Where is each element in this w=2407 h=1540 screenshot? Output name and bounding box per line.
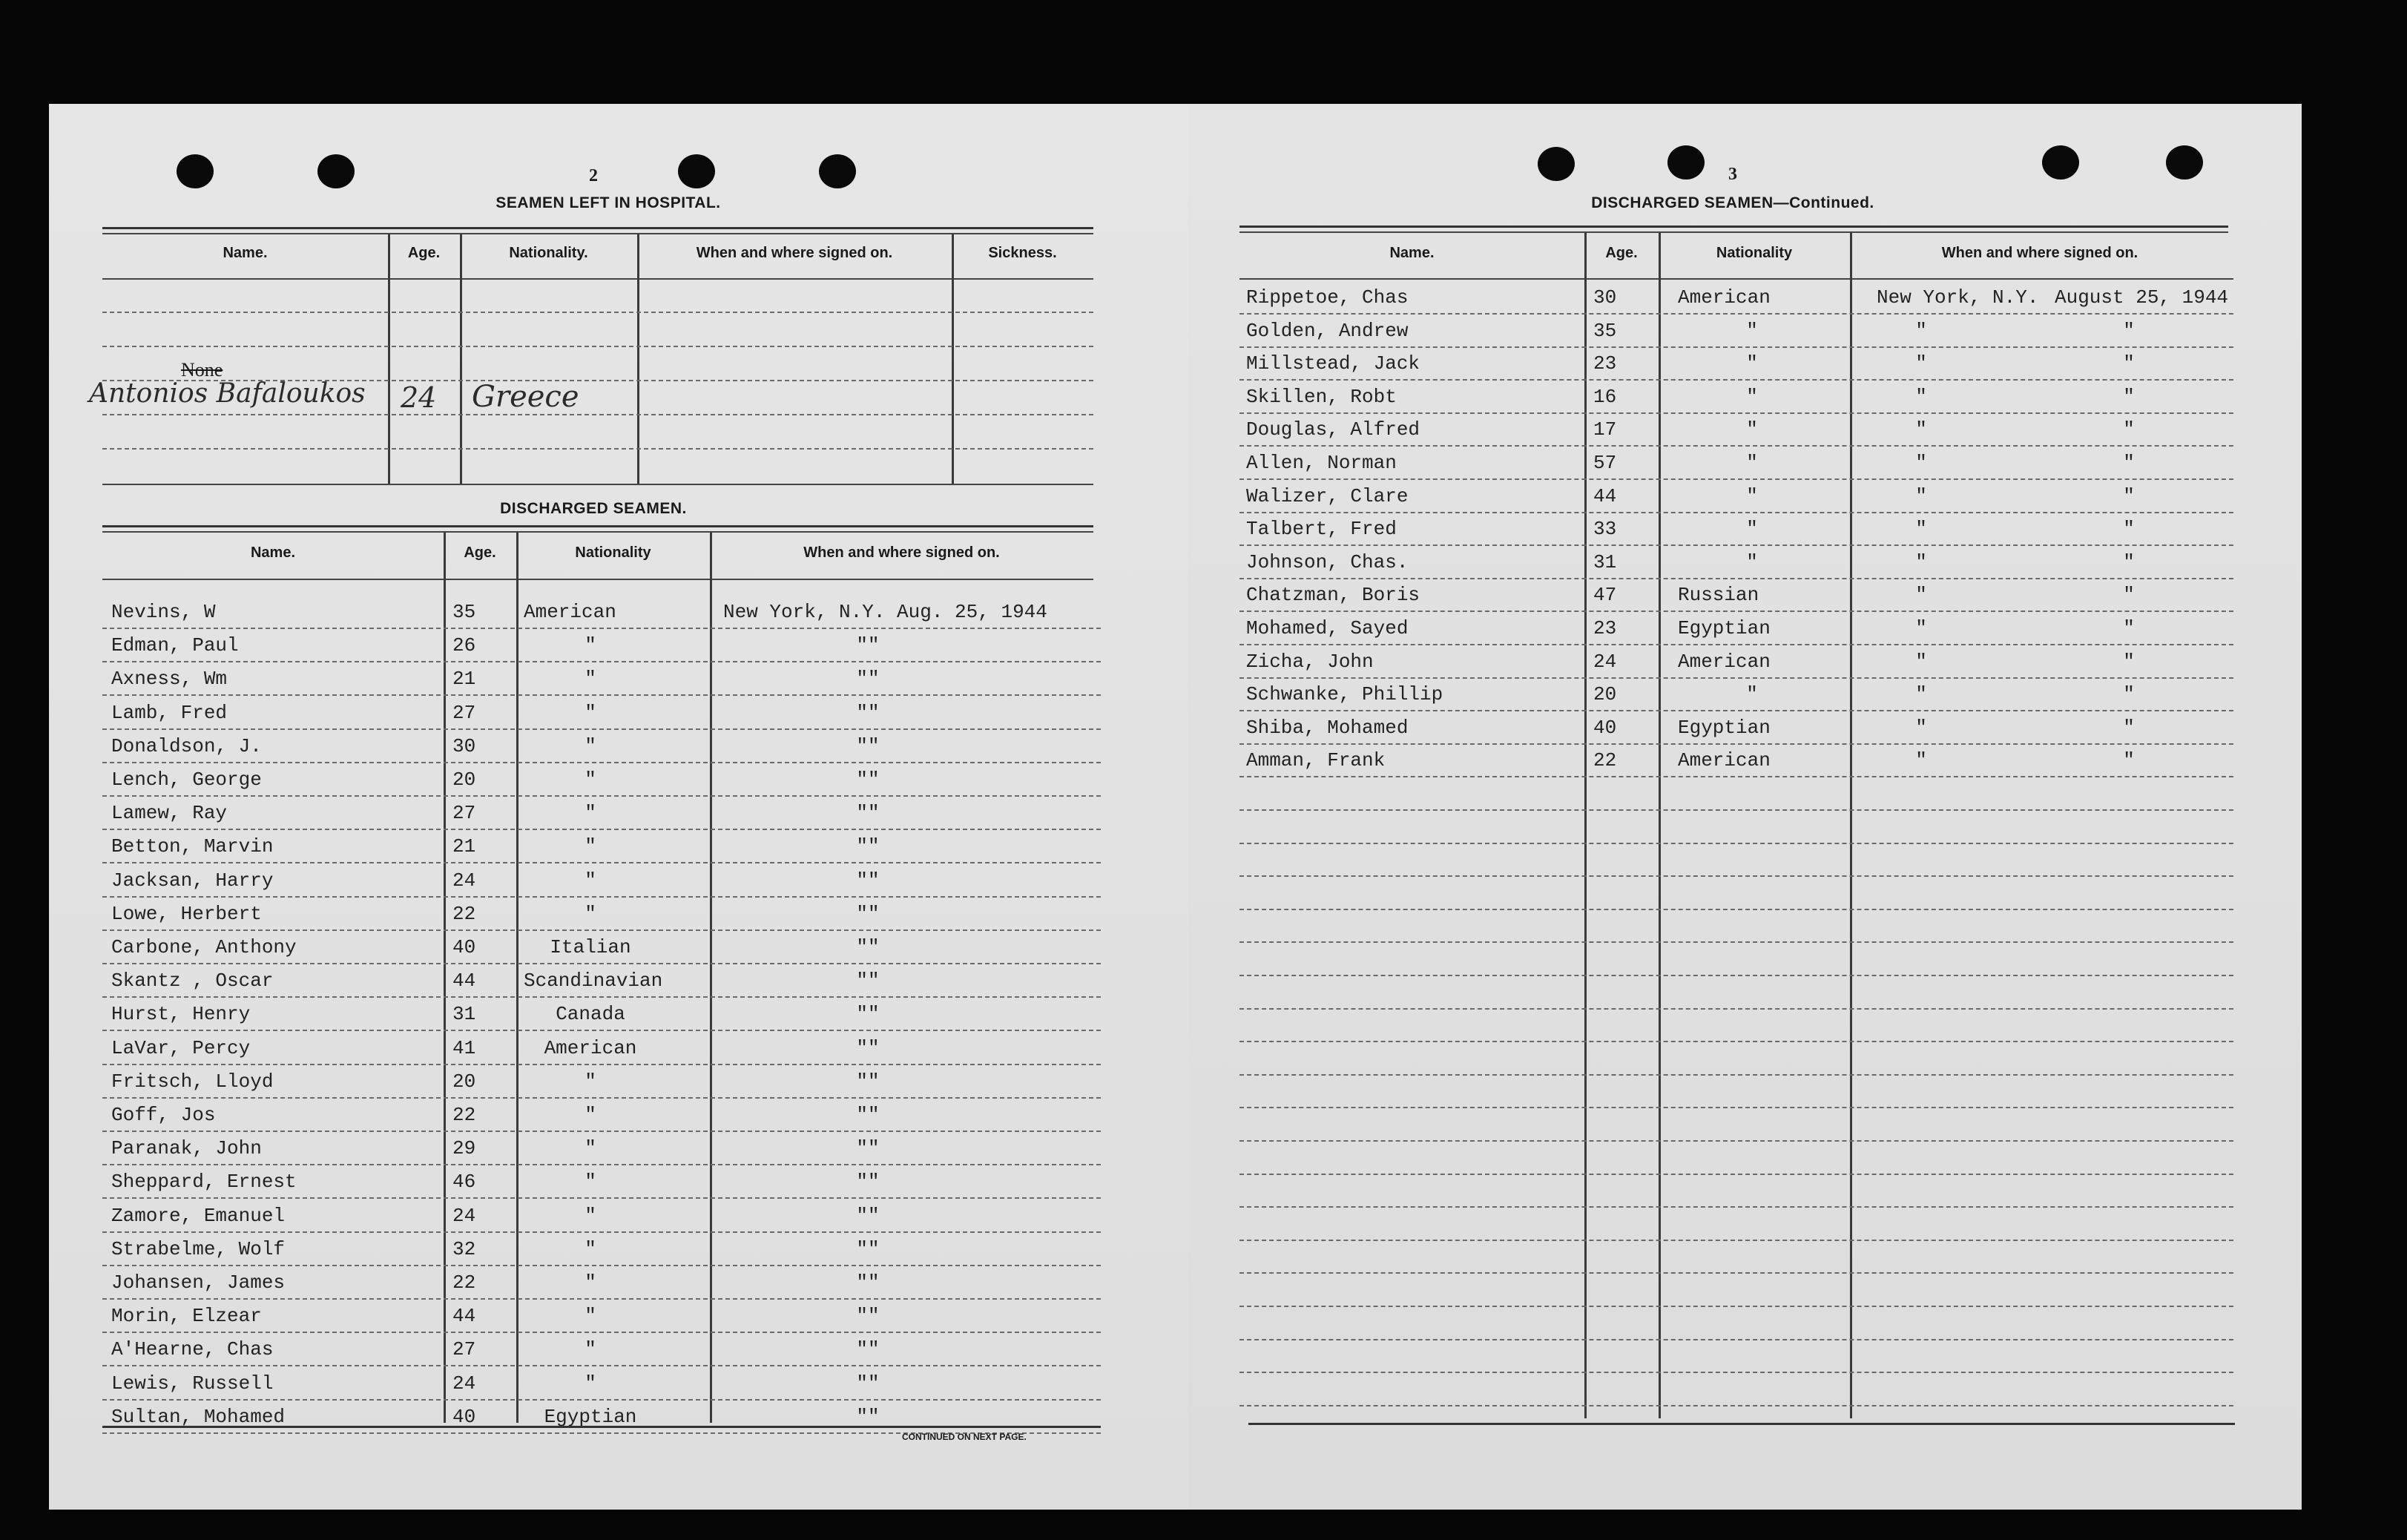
row-line <box>102 448 1093 450</box>
column-divider <box>710 533 712 1423</box>
seaman-name: Douglas, Alfred <box>1246 418 1420 441</box>
seaman-age: 47 <box>1593 584 1617 606</box>
seaman-nationality: " <box>1746 452 1758 474</box>
rule <box>1239 278 2233 280</box>
seaman-nationality: American <box>524 601 616 623</box>
seaman-nationality: Russian <box>1678 584 1759 606</box>
seaman-nationality: " <box>1746 683 1758 705</box>
seaman-signed-on: "" <box>856 1372 880 1395</box>
seaman-age: 27 <box>452 702 476 724</box>
seaman-name: Rippetoe, Chas <box>1246 286 1409 309</box>
seaman-signed-on: "" <box>856 835 880 858</box>
seaman-name: Donaldson, J. <box>111 735 262 757</box>
seaman-name: Axness, Wm <box>111 668 228 690</box>
rule <box>102 531 1093 533</box>
seaman-name: Allen, Norman <box>1246 452 1397 474</box>
col-header-age: Age. <box>1605 245 1638 261</box>
row-line <box>1239 975 2233 976</box>
rule <box>102 1426 1101 1428</box>
row-line <box>1239 445 2233 447</box>
seaman-name: Nevins, W <box>111 601 216 623</box>
seaman-name: Lamew, Ray <box>111 802 228 824</box>
seaman-signed-place: " <box>1915 584 1927 606</box>
seaman-age: 44 <box>452 970 476 992</box>
seaman-signed-date: " <box>2123 749 2135 771</box>
seaman-signed-date: " <box>2123 320 2135 342</box>
column-divider <box>444 533 446 1423</box>
row-line <box>1239 1174 2233 1175</box>
row-line <box>102 762 1101 763</box>
seaman-signed-on: "" <box>856 1104 880 1126</box>
seaman-signed-date: " <box>2123 717 2135 739</box>
seaman-signed-on: "" <box>856 1305 880 1327</box>
seaman-nationality: " <box>585 835 596 858</box>
seaman-age: 30 <box>1593 286 1617 309</box>
seaman-signed-on: "" <box>856 802 880 824</box>
seaman-signed-on: "" <box>856 1137 880 1159</box>
hospital-title: SEAMEN LEFT IN HOSPITAL. <box>495 194 721 211</box>
seaman-name: LaVar, Percy <box>111 1037 251 1059</box>
seaman-age: 21 <box>452 668 476 690</box>
seaman-age: 21 <box>452 835 476 858</box>
seaman-name: Johnson, Chas. <box>1246 551 1409 573</box>
seaman-age: 24 <box>452 1205 476 1227</box>
rule <box>1239 226 2228 228</box>
seaman-signed-on: "" <box>856 1171 880 1193</box>
seaman-age: 22 <box>452 1271 476 1294</box>
seaman-nationality: American <box>1678 286 1771 309</box>
row-line <box>102 1131 1101 1132</box>
row-line <box>1239 346 2233 348</box>
row-line <box>102 829 1101 830</box>
row-line <box>1239 1041 2233 1042</box>
row-line <box>102 795 1101 797</box>
seaman-signed-place: " <box>1915 617 1927 639</box>
punch-hole <box>819 154 856 188</box>
seaman-age: 40 <box>1593 717 1617 739</box>
row-line <box>102 728 1101 730</box>
seaman-name: Fritsch, Lloyd <box>111 1070 274 1093</box>
seaman-age: 35 <box>452 601 476 623</box>
right-page <box>1188 104 2302 1510</box>
seaman-signed-on: "" <box>856 1271 880 1294</box>
seaman-signed-on: "" <box>856 735 880 757</box>
seaman-nationality: " <box>1746 518 1758 540</box>
row-line <box>1239 1372 2233 1373</box>
seaman-age: 26 <box>452 634 476 657</box>
col-header-signed: When and where signed on. <box>803 544 1000 561</box>
seaman-age: 29 <box>452 1137 476 1159</box>
row-line <box>102 1332 1101 1333</box>
row-line <box>102 346 1093 347</box>
seaman-name: Sheppard, Ernest <box>111 1171 297 1193</box>
col-header-nationality: Nationality <box>575 544 651 561</box>
seaman-signed-date: " <box>2123 617 2135 639</box>
seaman-nationality: " <box>585 1070 596 1093</box>
punch-hole <box>317 154 355 188</box>
row-line <box>102 929 1101 931</box>
seaman-signed-on: "" <box>856 1406 880 1428</box>
col-header-name: Name. <box>1389 245 1435 261</box>
row-line <box>1239 1306 2233 1307</box>
hospital-name-handwritten: Antonios Bafaloukos <box>89 378 366 409</box>
seaman-nationality: Italian <box>550 936 631 958</box>
seaman-name: Sultan, Mohamed <box>111 1406 286 1428</box>
row-line <box>1239 941 2233 943</box>
seaman-signed-on: "" <box>856 1070 880 1093</box>
seaman-age: 57 <box>1593 452 1617 474</box>
seaman-signed-place: " <box>1915 717 1927 739</box>
seaman-signed-on: "" <box>856 936 880 958</box>
seaman-nationality: " <box>585 1171 596 1193</box>
row-line <box>1239 875 2233 877</box>
seaman-nationality: Egyptian <box>1678 617 1771 639</box>
row-line <box>1239 512 2233 513</box>
seaman-name: Lewis, Russell <box>111 1372 274 1395</box>
row-line <box>102 1265 1101 1266</box>
seaman-age: 31 <box>1593 551 1617 573</box>
seaman-age: 24 <box>452 869 476 892</box>
seaman-name: A'Hearne, Chas <box>111 1338 274 1360</box>
seaman-age: 44 <box>1593 485 1617 507</box>
seaman-signed-place: " <box>1915 651 1927 673</box>
row-line <box>1239 1240 2233 1241</box>
seaman-signed-place: " <box>1915 418 1927 441</box>
rule <box>1248 1423 2235 1425</box>
rule <box>102 233 1093 234</box>
row-line <box>102 312 1093 313</box>
seaman-signed-on: "" <box>856 702 880 724</box>
seaman-nationality: " <box>585 869 596 892</box>
seaman-nationality: " <box>585 1137 596 1159</box>
seaman-name: Skillen, Robt <box>1246 386 1397 408</box>
row-line <box>1239 1107 2233 1108</box>
row-line <box>1239 578 2233 579</box>
seaman-signed-place: " <box>1915 551 1927 573</box>
row-line <box>102 1197 1101 1199</box>
seaman-nationality: Egyptian <box>1678 717 1771 739</box>
seaman-name: Lowe, Herbert <box>111 903 262 925</box>
seaman-nationality: " <box>585 1238 596 1260</box>
row-line <box>102 1064 1101 1065</box>
seaman-name: Strabelme, Wolf <box>111 1238 286 1260</box>
row-line <box>1239 644 2233 645</box>
seaman-signed-on: "" <box>856 1003 880 1025</box>
seaman-age: 24 <box>452 1372 476 1395</box>
seaman-name: Hurst, Henry <box>111 1003 251 1025</box>
row-line <box>102 1298 1101 1300</box>
seaman-name: Goff, Jos <box>111 1104 216 1126</box>
row-line <box>1239 909 2233 910</box>
seaman-age: 22 <box>452 903 476 925</box>
seaman-nationality: " <box>1746 386 1758 408</box>
seaman-signed-date: " <box>2123 452 2135 474</box>
punch-hole <box>1667 145 1705 180</box>
seaman-age: 46 <box>452 1171 476 1193</box>
rule <box>102 579 1093 580</box>
seaman-nationality: " <box>585 634 596 657</box>
seaman-nationality: Canada <box>556 1003 625 1025</box>
row-line <box>102 1231 1101 1233</box>
seaman-name: Edman, Paul <box>111 634 239 657</box>
row-line <box>1239 1206 2233 1208</box>
seaman-age: 31 <box>452 1003 476 1025</box>
row-line <box>1239 1272 2233 1274</box>
hospital-nationality-handwritten: Greece <box>472 380 579 414</box>
seaman-name: Lamb, Fred <box>111 702 228 724</box>
row-line <box>1239 611 2233 612</box>
seaman-age: 40 <box>452 1406 476 1428</box>
seaman-nationality: Scandinavian <box>524 970 663 992</box>
seaman-signed-place: " <box>1915 683 1927 705</box>
discharged-continued-title: DISCHARGED SEAMEN—Continued. <box>1591 194 1874 211</box>
column-divider <box>516 533 518 1423</box>
seaman-name: Johansen, James <box>111 1271 286 1294</box>
seaman-signed-date: August 25, 1944 <box>2055 286 2229 309</box>
continued-footer: CONTINUED ON NEXT PAGE. <box>902 1432 1027 1442</box>
seaman-name: Zamore, Emanuel <box>111 1205 286 1227</box>
seaman-signed-date: " <box>2123 683 2135 705</box>
seaman-name: Mohamed, Sayed <box>1246 617 1409 639</box>
row-line <box>1239 809 2233 811</box>
seaman-signed-date: " <box>2123 352 2135 375</box>
seaman-nationality: Egyptian <box>544 1406 637 1428</box>
row-line <box>102 862 1101 863</box>
seaman-age: 20 <box>452 1070 476 1093</box>
row-line <box>1239 1074 2233 1076</box>
punch-hole <box>2042 145 2079 180</box>
row-line <box>102 1030 1101 1031</box>
seaman-age: 41 <box>452 1037 476 1059</box>
seaman-age: 22 <box>1593 749 1617 771</box>
col-header-signed: When and where signed on. <box>696 245 893 261</box>
seaman-nationality: American <box>544 1037 637 1059</box>
col-header-nationality: Nationality <box>1716 245 1793 261</box>
row-line <box>1239 710 2233 711</box>
seaman-signed-place: " <box>1915 386 1927 408</box>
col-header-name: Name. <box>250 544 296 561</box>
seaman-nationality: " <box>585 735 596 757</box>
col-header-nationality: Nationality. <box>509 245 588 261</box>
seaman-signed-date: " <box>2123 651 2135 673</box>
seaman-name: Skantz , Oscar <box>111 970 274 992</box>
row-line <box>102 1399 1101 1401</box>
seaman-age: 23 <box>1593 617 1617 639</box>
seaman-signed-on: "" <box>856 1338 880 1360</box>
seaman-nationality: " <box>585 1305 596 1327</box>
seaman-age: 23 <box>1593 352 1617 375</box>
discharged-title: DISCHARGED SEAMEN. <box>500 500 687 517</box>
seaman-name: Shiba, Mohamed <box>1246 717 1409 739</box>
seaman-nationality: " <box>585 702 596 724</box>
seaman-name: Betton, Marvin <box>111 835 274 858</box>
seaman-signed-place: " <box>1915 352 1927 375</box>
seaman-signed-place: " <box>1915 749 1927 771</box>
seaman-nationality: " <box>585 1205 596 1227</box>
seaman-signed-on: "" <box>856 970 880 992</box>
row-line <box>102 896 1101 898</box>
row-line <box>1239 412 2233 414</box>
col-header-age: Age. <box>464 544 496 561</box>
seaman-age: 27 <box>452 802 476 824</box>
seaman-age: 17 <box>1593 418 1617 441</box>
seaman-signed-place: " <box>1915 518 1927 540</box>
row-line <box>102 996 1101 998</box>
row-line <box>1239 379 2233 381</box>
seaman-age: 20 <box>452 769 476 791</box>
seaman-name: Lench, George <box>111 769 262 791</box>
page-number: 2 <box>589 166 598 185</box>
struck-none: None <box>181 359 223 381</box>
seaman-signed-place: " <box>1915 452 1927 474</box>
row-line <box>1239 743 2233 745</box>
row-line <box>1239 1339 2233 1340</box>
seaman-signed-place: " <box>1915 320 1927 342</box>
seaman-name: Paranak, John <box>111 1137 262 1159</box>
punch-hole <box>177 154 214 188</box>
col-header-name: Name. <box>223 245 268 261</box>
row-line <box>102 1097 1101 1099</box>
seaman-signed-on: "" <box>856 769 880 791</box>
seaman-name: Schwanke, Phillip <box>1246 683 1443 705</box>
seaman-nationality: " <box>585 769 596 791</box>
col-header-sickness: Sickness. <box>988 245 1057 261</box>
seaman-nationality: " <box>585 668 596 690</box>
seaman-signed-on: "" <box>856 668 880 690</box>
seaman-nationality: " <box>585 1338 596 1360</box>
row-line <box>1239 1008 2233 1010</box>
seaman-age: 33 <box>1593 518 1617 540</box>
seaman-nationality: American <box>1678 651 1771 673</box>
row-line <box>1239 1405 2233 1406</box>
row-line <box>102 963 1101 964</box>
row-line <box>1239 478 2233 480</box>
seaman-name: Carbone, Anthony <box>111 936 297 958</box>
seaman-name: Golden, Andrew <box>1246 320 1409 342</box>
rule <box>102 278 1093 280</box>
seaman-signed-on: "" <box>856 634 880 657</box>
seaman-age: 22 <box>452 1104 476 1126</box>
seaman-signed-on: "" <box>856 1037 880 1059</box>
punch-hole <box>2166 145 2203 180</box>
row-line <box>102 661 1101 662</box>
seaman-signed-place: " <box>1915 485 1927 507</box>
seaman-age: 40 <box>452 936 476 958</box>
seaman-nationality: " <box>1746 418 1758 441</box>
seaman-nationality: " <box>1746 485 1758 507</box>
seaman-nationality: " <box>1746 320 1758 342</box>
seaman-signed-date: " <box>2123 485 2135 507</box>
seaman-signed-date: " <box>2123 386 2135 408</box>
seaman-name: Zicha, John <box>1246 651 1374 673</box>
seaman-nationality: " <box>1746 551 1758 573</box>
seaman-name: Millstead, Jack <box>1246 352 1420 375</box>
seaman-nationality: American <box>1678 749 1771 771</box>
seaman-signed-date: " <box>2123 518 2135 540</box>
seaman-name: Walizer, Clare <box>1246 485 1409 507</box>
seaman-age: 44 <box>452 1305 476 1327</box>
row-line <box>1239 544 2233 546</box>
row-line <box>1239 843 2233 844</box>
row-line <box>102 628 1101 629</box>
seaman-nationality: " <box>585 1104 596 1126</box>
seaman-signed-on: "" <box>856 1205 880 1227</box>
seaman-signed-date: " <box>2123 551 2135 573</box>
seaman-signed-on: "" <box>856 1238 880 1260</box>
seaman-age: 24 <box>1593 651 1617 673</box>
seaman-signed-on: "" <box>856 869 880 892</box>
punch-hole <box>678 154 715 188</box>
seaman-age: 16 <box>1593 386 1617 408</box>
row-line <box>102 414 1093 415</box>
seaman-age: 30 <box>452 735 476 757</box>
page-number: 3 <box>1728 165 1737 184</box>
hospital-age-handwritten: 24 <box>401 381 437 414</box>
rule <box>102 525 1093 527</box>
seaman-name: Chatzman, Boris <box>1246 584 1420 606</box>
rule <box>102 484 1093 485</box>
row-line <box>1239 677 2233 679</box>
seaman-name: Morin, Elzear <box>111 1305 262 1327</box>
row-line <box>102 694 1101 696</box>
seaman-age: 20 <box>1593 683 1617 705</box>
row-line <box>102 1365 1101 1366</box>
seaman-nationality: " <box>1746 352 1758 375</box>
punch-hole <box>1538 147 1575 181</box>
seaman-name: Talbert, Fred <box>1246 518 1397 540</box>
row-line <box>1239 1140 2233 1142</box>
row-line <box>102 1164 1101 1165</box>
seaman-age: 32 <box>452 1238 476 1260</box>
seaman-nationality: " <box>585 1271 596 1294</box>
rule <box>102 227 1093 229</box>
seaman-nationality: " <box>585 802 596 824</box>
seaman-nationality: " <box>585 1372 596 1395</box>
col-header-signed: When and where signed on. <box>1941 245 2138 261</box>
col-header-age: Age. <box>407 245 441 261</box>
seaman-nationality: " <box>585 903 596 925</box>
seaman-signed-date: " <box>2123 418 2135 441</box>
seaman-name: Jacksan, Harry <box>111 869 274 892</box>
seaman-name: Amman, Frank <box>1246 749 1386 771</box>
seaman-signed-date: " <box>2123 584 2135 606</box>
row-line <box>1239 313 2233 315</box>
seaman-signed-on: New York, N.Y. Aug. 25, 1944 <box>723 601 1047 623</box>
rule <box>1239 231 2228 233</box>
seaman-age: 27 <box>452 1338 476 1360</box>
seaman-signed-on: "" <box>856 903 880 925</box>
seaman-age: 35 <box>1593 320 1617 342</box>
row-line <box>1239 776 2233 777</box>
seaman-signed-place: New York, N.Y. <box>1877 286 2039 309</box>
